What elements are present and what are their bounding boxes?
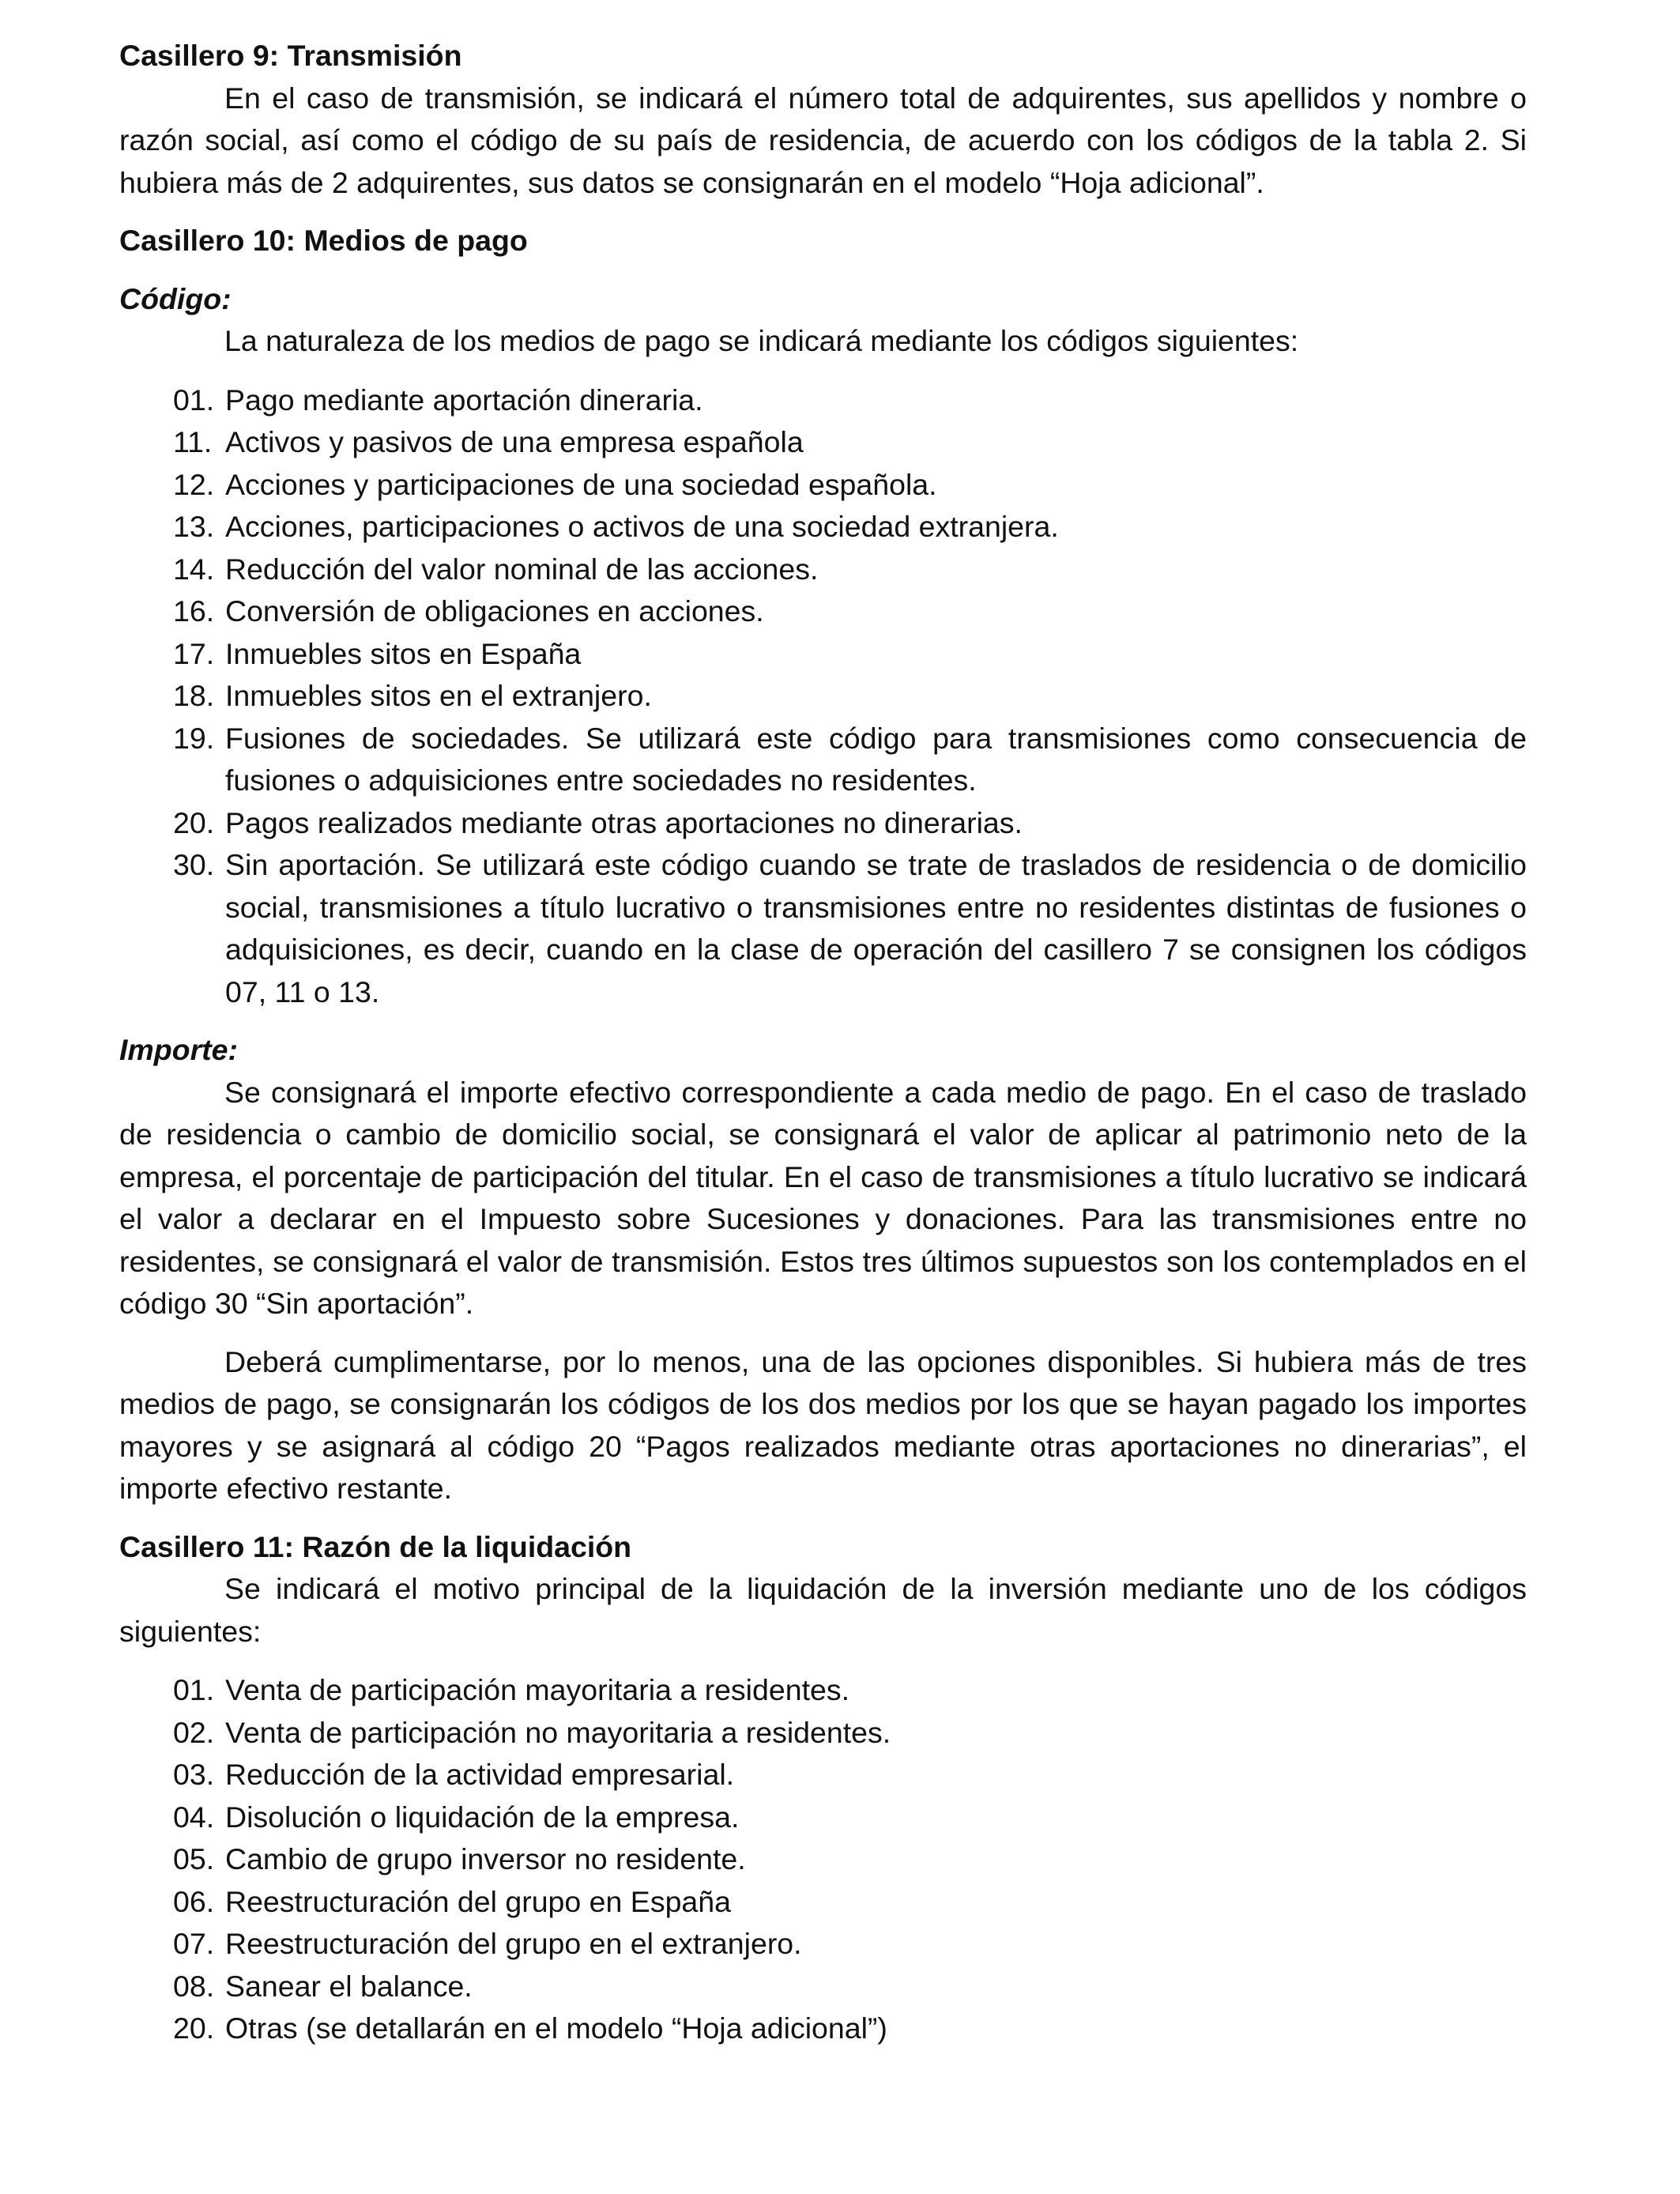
list-item-text: Conversión de obligaciones en acciones. [225,594,764,628]
importe-paragraph-1: Se consignará el importe efectivo correspondiente a cada medio de pago. En el caso de traslado de residencia o cambio de domicilio social, se consignará el valor de aplicar al patrimonio neto de la empresa, el porcentaje de participación del titular. En el caso de transmisiones a título lucrativo se indicará el valor a declarar en el Impuesto sobre Sucesiones y donaciones. Para las transmisiones entre no residentes, se consignará el valor de transmisión. Estos tres últimos supuestos son los contemplados en el código 30 “Sin aportación”. [119,1075,1527,1320]
list-item-text: Reestructuración del grupo en España [225,1884,731,1918]
list-item-text: Cambio de grupo inversor no residente. [225,1842,746,1875]
list-item-text: Activos y pasivos de una empresa española [225,425,804,458]
list-item [119,1881,1527,1924]
casillero-9-paragraph: En el caso de transmisión, se indicará el número total de adquirentes, sus apellidos y nombre o razón social, así como el código de su país de residencia, de acuerdo con los códigos de la tabla 2. Si hubiera más de 2 adquirentes, sus datos se consignarán en el modelo “Hoja adicional”. [119,81,1527,199]
list-item-code: 11. [173,425,213,458]
list-item-text: Reducción de la actividad empresarial. [225,1758,735,1791]
list-item-code: 01. [173,1673,215,1706]
list-item-text: Inmuebles sitos en España [225,636,582,670]
list-item-code: 17. [173,636,215,670]
list-item-code: 14. [173,552,215,586]
list-item [119,1838,1527,1881]
list-item-code: 18. [173,679,215,712]
razon-liquidacion-list [119,1669,1527,2050]
list-item [119,379,1527,422]
list-item-text: Reducción del valor nominal de las acciones. [225,552,819,586]
list-item-code: 20. [173,2011,215,2045]
codigo-subheading: Código: [119,281,232,315]
list-item [119,590,1527,633]
list-item-text: Reestructuración del grupo en el extranjero. [225,1927,802,1960]
list-item-code: 16. [173,594,215,628]
list-item-text: Venta de participación no mayoritaria a residentes. [225,1715,891,1749]
list-item-text: Pago mediante aportación dineraria. [225,383,703,417]
list-item-text: Fusiones de sociedades. Se utilizará este código para transmisiones como consecuencia de fusiones o adquisiciones entre sociedades no residentes. [225,721,1527,797]
list-item-code: 08. [173,1969,215,2003]
list-item [119,548,1527,591]
list-item-code: 06. [173,1884,215,1918]
list-item-code: 01. [173,383,215,417]
list-item-text: Inmuebles sitos en el extranjero. [225,679,652,712]
list-item [119,421,1527,464]
list-item [119,1712,1527,1755]
casillero-9-heading: Casillero 9: Transmisión [119,39,462,72]
list-item-code: 04. [173,1800,215,1834]
list-item [119,464,1527,507]
list-item-text: Acciones y participaciones de una sociedad española. [225,467,937,501]
list-item [119,844,1527,1013]
list-item-code: 20. [173,805,215,839]
list-item-code: 02. [173,1715,215,1749]
list-item [119,1754,1527,1796]
list-item [119,1923,1527,1966]
importe-paragraph-2: Deberá cumplimentarse, por lo menos, una de las opciones disponibles. Si hubiera más de tres medios de pago, se consignarán los códigos de los dos medios por los que se hayan pagado los importes mayores y se asignará al código 20 “Pagos realizados mediante otras aportaciones no dinerarias”, el importe efectivo restante. [119,1344,1527,1505]
casillero-11-heading: Casillero 11: Razón de la liquidación [119,1529,632,1563]
list-item [119,2007,1527,2050]
list-item [119,1796,1527,1839]
list-item-code: 19. [173,721,215,755]
importe-subheading: Importe: [119,1033,238,1066]
casillero-11-intro: Se indicará el motivo principal de la liquidación de la inversión mediante uno de los códigos siguientes: [119,1572,1527,1648]
list-item-text: Disolución o liquidación de la empresa. [225,1800,740,1834]
list-item [119,1966,1527,2008]
list-item-text: Venta de participación mayoritaria a residentes. [225,1673,850,1706]
list-item-code: 13. [173,510,215,543]
list-item-code: 12. [173,467,215,501]
list-item-text: Sin aportación. Se utilizará este código cuando se trate de traslados de residencia o de domicilio social, transmisiones a título lucrativo o transmisiones entre no residentes distintas de fusiones o adquisiciones, es decir, cuando en la clase de operación del casillero 7 se consignen los códigos 07, 11 o 13. [225,848,1527,1008]
list-item-text: Acciones, participaciones o activos de una sociedad extranjera. [225,510,1059,543]
list-item [119,1669,1527,1712]
list-item [119,675,1527,718]
casillero-10-heading: Casillero 10: Medios de pago [119,224,528,257]
medios-de-pago-list [119,379,1527,1014]
list-item [119,718,1527,802]
document-page [119,35,1527,2050]
list-item-code: 07. [173,1927,215,1960]
list-item [119,506,1527,548]
list-item [119,802,1527,845]
list-item-code: 03. [173,1758,215,1791]
list-item-code: 05. [173,1842,215,1875]
list-item [119,633,1527,676]
list-item-code: 30. [173,848,215,881]
list-item-text: Otras (se detallarán en el modelo “Hoja adicional”) [225,2011,887,2045]
list-item-text: Pagos realizados mediante otras aportaciones no dinerarias. [225,805,1023,839]
list-item-text: Sanear el balance. [225,1969,473,2003]
codigo-intro: La naturaleza de los medios de pago se indicará mediante los códigos siguientes: [224,324,1299,357]
